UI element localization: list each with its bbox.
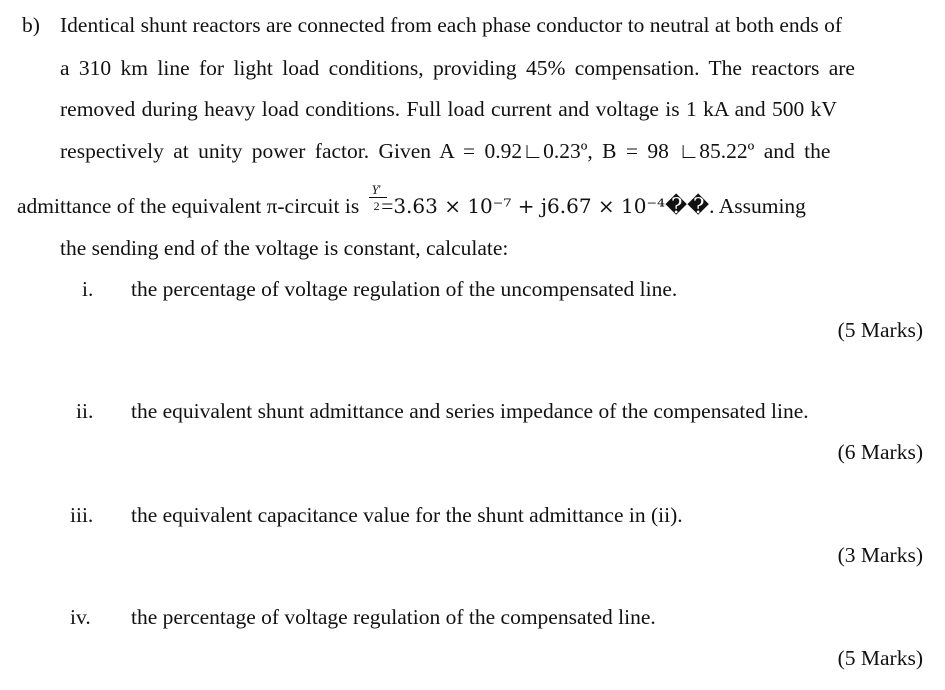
question-line-4: respectively at unity power factor. Given A = 0.92∟0.23º, B = 98 ∟85.22º and the [60, 139, 831, 163]
admittance-fraction [365, 182, 387, 215]
part-i-numeral: i. [82, 277, 94, 301]
question-line-3: removed during heavy load conditions. Full load current and voltage is 1 kA and 500 kV [60, 97, 837, 121]
fraction-bottom: 2 [373, 199, 380, 213]
garbled-glyphs: �� [665, 194, 710, 218]
part-iii-marks: (3 Marks) [837, 543, 923, 567]
question-line-2: a 310 km line for light load conditions, providing 45% compensation. The reactors are [60, 56, 855, 80]
equals-sign: = [381, 194, 394, 218]
part-i-text: the percentage of voltage regulation of the uncompensated line. [131, 277, 678, 301]
part-iv-numeral: iv. [70, 605, 91, 629]
part-ii-marks: (6 Marks) [837, 440, 923, 464]
admittance-prefix: admittance of the equivalent π-circuit is [17, 194, 360, 218]
part-iii-text: the equivalent capacitance value for the shunt admittance in (ii). [131, 503, 683, 527]
fraction-prime: ′ [378, 182, 382, 196]
question-label: b) [22, 13, 40, 37]
part-iii-numeral: iii. [70, 503, 94, 527]
fraction-top: Y [371, 182, 379, 197]
admittance-suffix: . Assuming [709, 194, 806, 218]
admittance-value: 3.63 × 10⁻⁷ + j6.67 × 10⁻⁴ [393, 194, 666, 218]
part-iv-text: the percentage of voltage regulation of the compensated line. [131, 605, 656, 629]
part-iv-marks: (5 Marks) [837, 646, 923, 670]
part-i-marks: (5 Marks) [837, 318, 923, 342]
question-line-1: Identical shunt reactors are connected from each phase conductor to neutral at both ends of [60, 13, 843, 37]
part-ii-numeral: ii. [76, 399, 94, 423]
fraction-bar [369, 197, 387, 198]
part-ii-text: the equivalent shunt admittance and series impedance of the compensated line. [131, 399, 809, 423]
admittance-line [17, 182, 806, 218]
question-last-line: the sending end of the voltage is constant, calculate: [60, 236, 509, 260]
